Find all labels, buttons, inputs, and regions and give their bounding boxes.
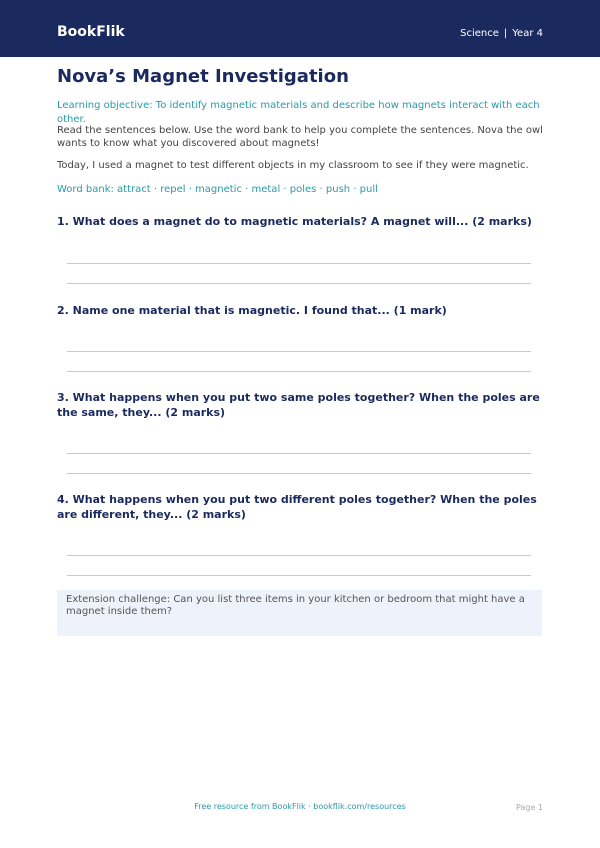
brand-logo: BookFlik (57, 24, 125, 40)
instructions-text: Read the sentences below. Use the word bank to help you complete the sentences. Nova the owl wants to know what you discovered about magnets! (57, 125, 543, 149)
answer-line[interactable] (67, 263, 531, 264)
subject-label: Science (460, 28, 499, 39)
context-text: Today, I used a magnet to test different objects in my classroom to see if they were magnetic. (57, 160, 529, 171)
footer-resource-link[interactable]: Free resource from BookFlik · bookflik.com/resources (194, 802, 406, 811)
answer-line[interactable] (67, 351, 531, 352)
page-title: Nova’s Magnet Investigation (57, 66, 349, 87)
separator: | (503, 28, 508, 39)
answer-line[interactable] (67, 575, 531, 576)
question-1: 1. What does a magnet do to magnetic materials? A magnet will... (2 marks) (57, 215, 532, 228)
question-4: 4. What happens when you put two different poles together? When the poles are different, they... (2 marks) (57, 493, 537, 521)
question-2: 2. Name one material that is magnetic. I found that... (1 mark) (57, 304, 447, 317)
extension-challenge-text: Extension challenge: Can you list three items in your kitchen or bedroom that might have a magnet inside them? (66, 594, 525, 617)
page-number: Page 1 (516, 803, 543, 812)
word-bank: Word bank: attract · repel · magnetic · metal · poles · push · pull (57, 184, 378, 195)
answer-line[interactable] (67, 473, 531, 474)
answer-line[interactable] (67, 283, 531, 284)
header-bar (0, 0, 600, 57)
extension-challenge-box (57, 590, 542, 636)
answer-line[interactable] (67, 371, 531, 372)
question-3: 3. What happens when you put two same poles together? When the poles are the same, they... (2 marks) (57, 391, 540, 419)
answer-line[interactable] (67, 555, 531, 556)
learning-objective: Learning objective: To identify magnetic materials and describe how magnets interact with each other. (57, 100, 540, 125)
subject-year-label (460, 27, 543, 40)
answer-line[interactable] (67, 453, 531, 454)
year-label: Year 4 (512, 28, 543, 39)
